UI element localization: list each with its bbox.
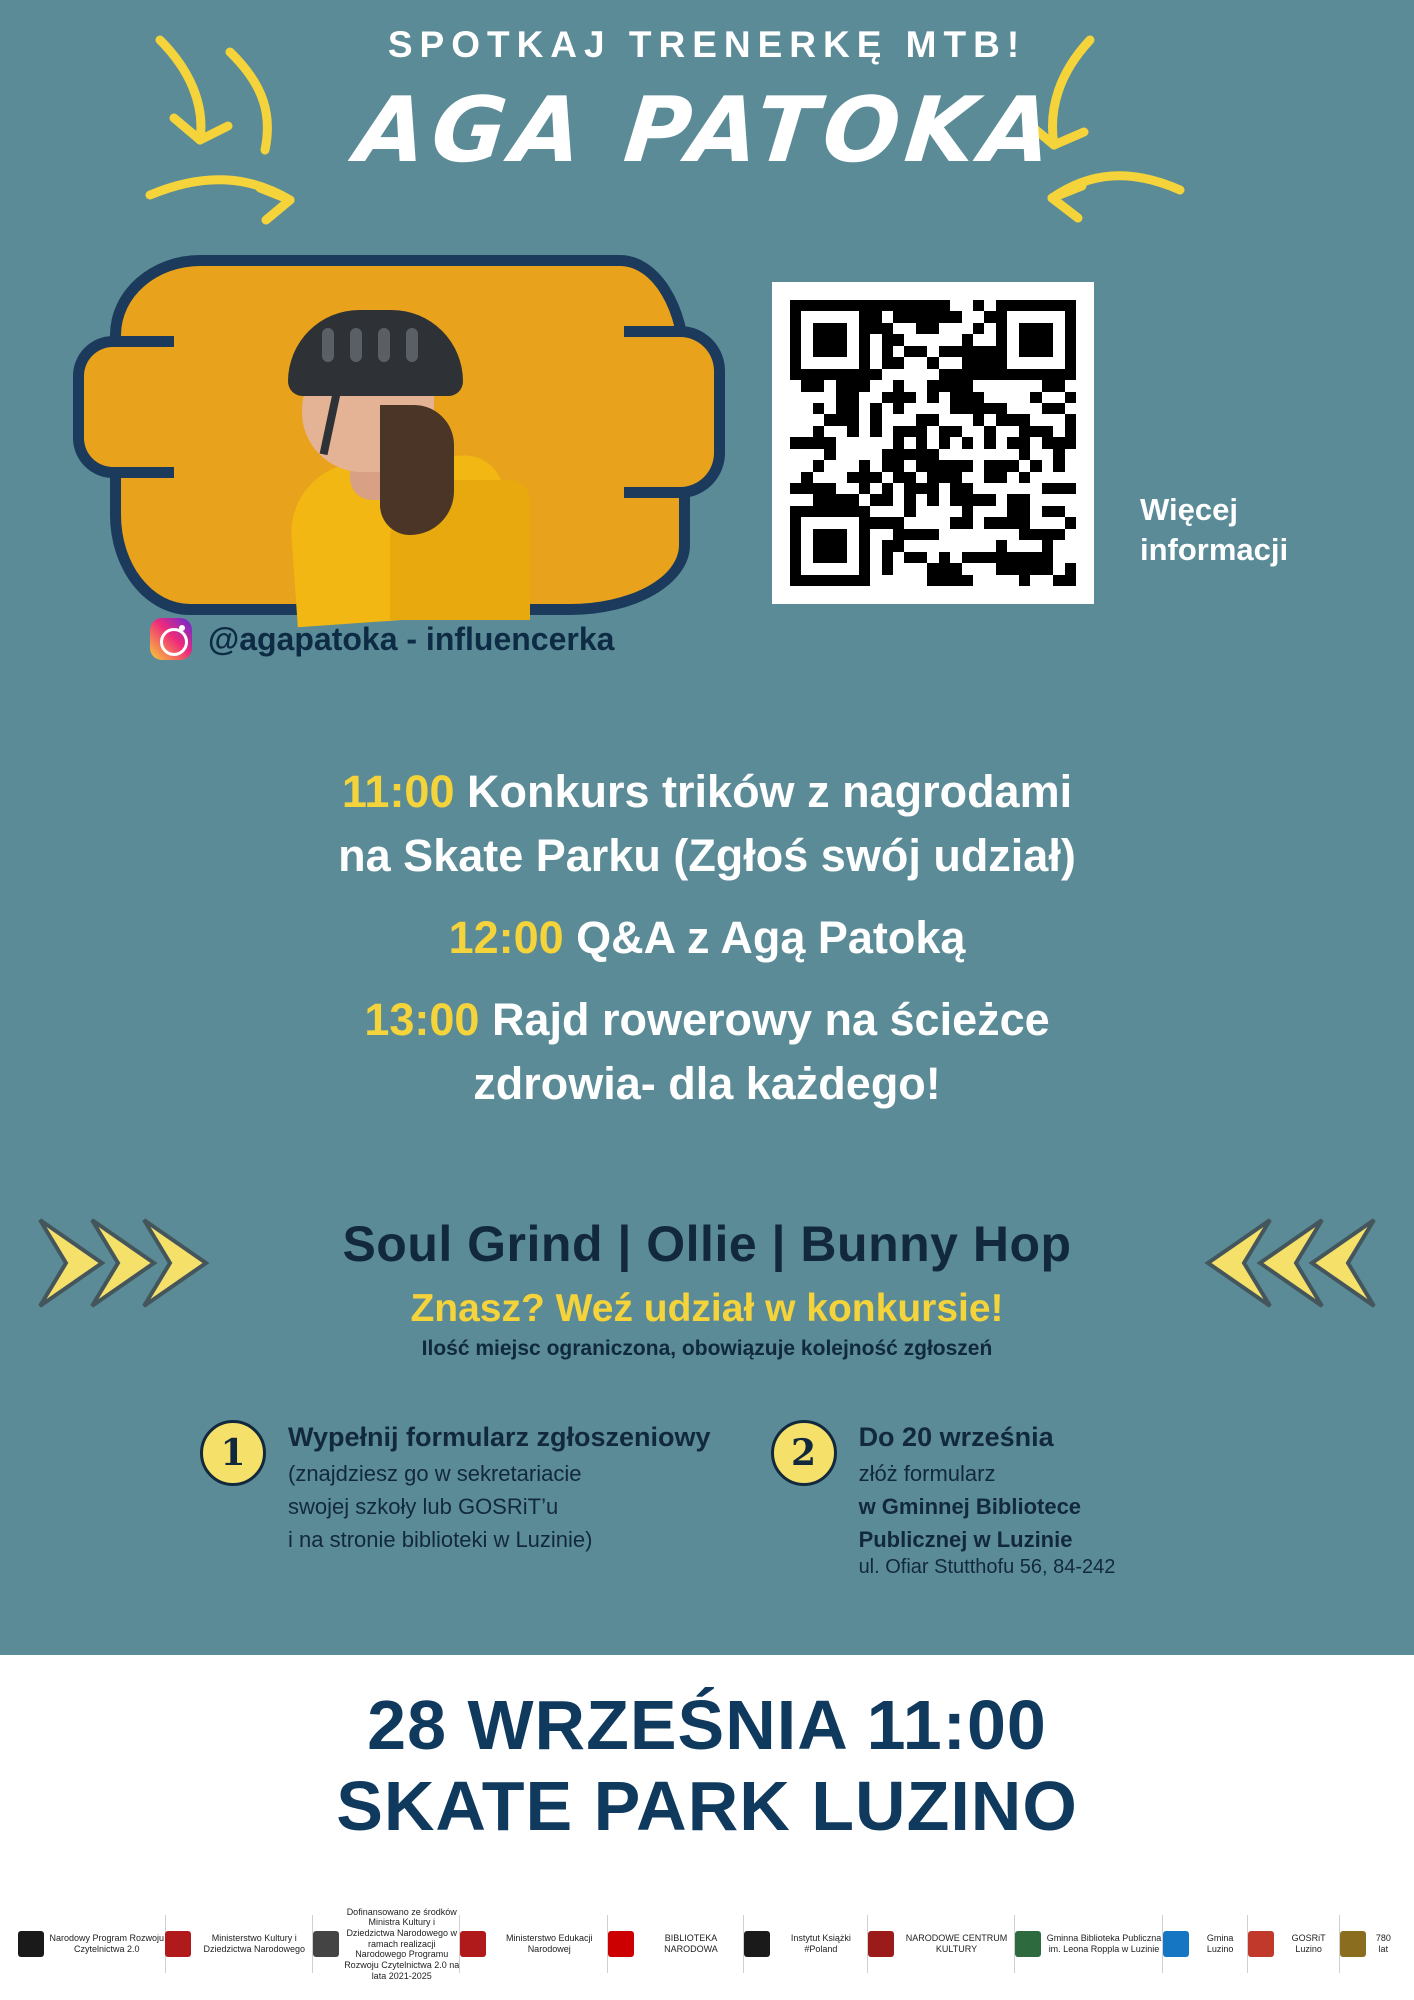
sponsor-logo xyxy=(313,1907,460,1981)
sponsor-logo-mark xyxy=(608,1931,634,1957)
schedule-subtitle: zdrowia- dla każdego! xyxy=(473,1057,941,1109)
step-line: i na stronie biblioteki w Luzinie) xyxy=(288,1526,593,1552)
sponsor-logo-mark xyxy=(1015,1931,1041,1957)
sponsor-logo xyxy=(165,1931,312,1957)
sponsor-logo xyxy=(1163,1931,1247,1957)
qr-code-matrix xyxy=(790,300,1076,586)
step-title: Wypełnij formularz zgłoszeniowy xyxy=(288,1422,711,1452)
sponsor-logo-mark xyxy=(1340,1931,1366,1957)
sponsor-logo-label: Ministerstwo Kultury i Dziedzictwa Narodowego xyxy=(203,1933,306,1954)
schedule-time: 12:00 xyxy=(448,911,564,963)
schedule-title: Q&A z Agą Patoką xyxy=(576,911,966,963)
cyclist-illustration xyxy=(240,255,540,615)
more-info-label: Więcej informacji xyxy=(1140,492,1289,567)
poster-title: AGA PATOKA xyxy=(351,78,1063,183)
step-title: Do 20 września xyxy=(858,1422,1054,1452)
schedule-title: Konkurs trików z nagrodami xyxy=(467,766,1073,817)
sponsor-logo-label: Gmina Luzino xyxy=(1206,1933,1234,1954)
footer-band xyxy=(0,1655,1414,2000)
trainer-photo xyxy=(110,255,690,615)
sponsor-logo xyxy=(744,1931,867,1957)
sponsor-logo-label: Dofinansowano ze środków Ministra Kultury i Dziedzictwa Narodowego w ramach realizacji Narodowego Programu Rozwoju Czytelnictwa 2.0 na lata 2021-2025 xyxy=(344,1906,460,1981)
sponsor-logo-label: Instytut Książki #Poland xyxy=(790,1933,851,1954)
schedule xyxy=(0,760,1414,1115)
sponsor-logo xyxy=(1015,1931,1162,1957)
schedule-time: 13:00 xyxy=(364,993,480,1045)
sponsor-logo xyxy=(1248,1931,1339,1957)
instagram-icon xyxy=(150,618,192,660)
step-line: swojej szkoły lub GOSRiT’u xyxy=(288,1493,559,1519)
sponsor-logo-label: Narodowy Program Rozwoju Czytelnictwa 2.0 xyxy=(49,1933,165,1954)
step-line: złóż formularz xyxy=(858,1460,996,1486)
sponsor-logo-label: BIBLIOTEKA NARODOWA xyxy=(664,1933,718,1954)
sponsor-logo-label: Gminna Biblioteka Publiczna im. Leona Roppla w Luzinie xyxy=(1046,1933,1162,1954)
tricks-list: Soul Grind | Ollie | Bunny Hop xyxy=(342,1216,1072,1272)
qr-code[interactable] xyxy=(772,282,1094,604)
step-item xyxy=(200,1420,711,1579)
schedule-item xyxy=(0,760,1414,824)
step-line: (znajdziesz go w sekretariacie xyxy=(288,1460,582,1486)
tricks-section xyxy=(0,1215,1414,1361)
step-number: 1 xyxy=(200,1420,266,1486)
step-line: Publicznej w Luzinie xyxy=(858,1526,1073,1552)
step-address: ul. Ofiar Stutthofu 56, 84-242 xyxy=(858,1555,1116,1578)
instagram-row[interactable] xyxy=(150,618,614,660)
sponsor-logo-label: GOSRiT Luzino xyxy=(1291,1933,1326,1954)
sponsor-logo-mark xyxy=(868,1931,894,1957)
sponsor-logo xyxy=(460,1931,607,1957)
schedule-subtitle: na Skate Parku (Zgłoś swój udział) xyxy=(338,829,1076,881)
sponsor-logo-mark xyxy=(18,1931,44,1957)
tricks-cta: Znasz? Weź udział w konkursie! xyxy=(410,1287,1004,1330)
tricks-note: Ilość miejsc ograniczona, obowiązuje kolejność zgłoszeń xyxy=(421,1337,993,1360)
sponsor-logo-mark xyxy=(460,1931,486,1957)
sponsor-logo xyxy=(868,1931,1015,1957)
step-line: w Gminnej Bibliotece xyxy=(858,1493,1082,1519)
steps-section xyxy=(200,1420,1260,1579)
schedule-time: 11:00 xyxy=(341,766,455,817)
sponsor-logo-label: 780 lat xyxy=(1375,1933,1391,1954)
step-number: 2 xyxy=(771,1420,837,1486)
event-place: SKATE PARK LUZINO xyxy=(336,1767,1078,1846)
sponsor-logo xyxy=(1340,1931,1396,1957)
sponsor-logo-mark xyxy=(165,1931,191,1957)
sponsor-logo xyxy=(18,1931,165,1957)
event-date: 28 WRZEŚNIA 11:00 xyxy=(367,1686,1047,1764)
poster-kicker: SPOTKAJ TRENERKĘ MTB! xyxy=(387,24,1027,65)
sponsor-logo-mark xyxy=(744,1931,770,1957)
schedule-item xyxy=(0,988,1414,1052)
step-item xyxy=(771,1420,1116,1579)
schedule-item xyxy=(0,906,1414,970)
schedule-title: Rajd rowerowy na ścieżce xyxy=(491,993,1050,1045)
instagram-handle: @agapatoka - influencerka xyxy=(208,620,615,657)
sponsor-logo-label: NARODOWE CENTRUM KULTURY xyxy=(905,1933,1008,1954)
sponsor-logo-mark xyxy=(1248,1931,1274,1957)
sponsor-logos xyxy=(0,1896,1414,1992)
sponsor-logo-mark xyxy=(1163,1931,1189,1957)
sponsor-logo xyxy=(608,1931,743,1957)
sponsor-logo-mark xyxy=(313,1931,339,1957)
sponsor-logo-label: Ministerstwo Edukacji Narodowej xyxy=(505,1933,593,1954)
